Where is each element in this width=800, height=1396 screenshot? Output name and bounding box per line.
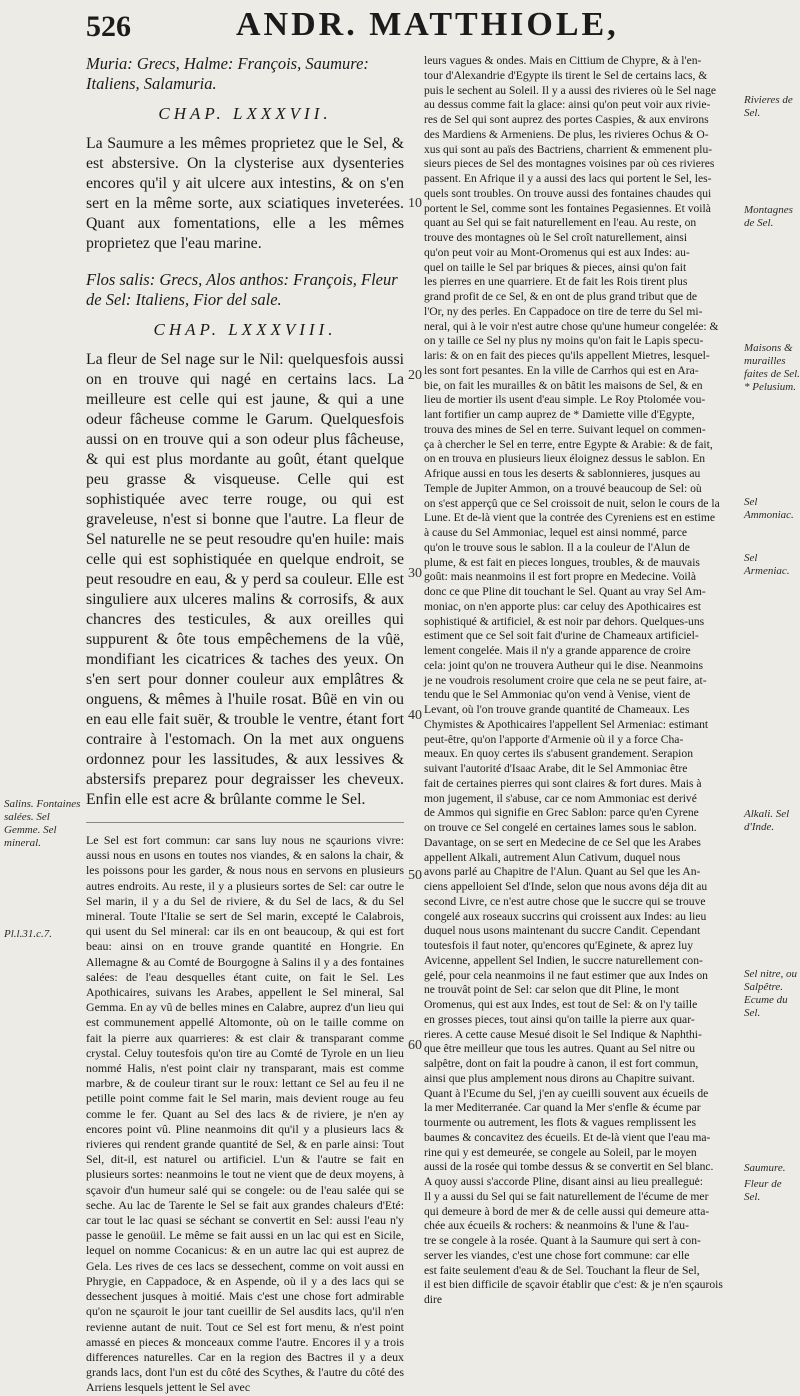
text-line: tendu que le Sel Ammoniac qu'on vend à Venise, vient de — [424, 688, 691, 702]
text-line: tour d'Alexandrie d'Egypte ils tirent le Sel de certains lacs, & — [424, 68, 708, 82]
page-number: 526 — [86, 10, 131, 43]
text-line: A quoy aussi s'accorde Pline, disant ainsi au lieu prealleguė: — [424, 1175, 703, 1188]
text-line: rieres. A cette cause Mesué disoit le Sel Indique & Naphthi- — [424, 1027, 702, 1041]
text-line: plume, & est fait en pieces longues, troubles, & de mauvais — [424, 555, 700, 569]
text-line: il est bien difficile de sçavoir établir que c'est: & je n'en sçaurois — [424, 1278, 723, 1292]
text-line: rine qui y est demeurée, se congele au Soleil, par le moyen — [424, 1145, 697, 1159]
text-line: Davantage, on se sert en Medecine de ce Sel que les Arabes — [424, 835, 701, 849]
margin-note-alkali: Alkali. Sel d'Inde. — [744, 808, 790, 833]
text-line: Levant, où l'on trouve grande quantité de Chameaux. Les — [424, 703, 690, 716]
text-line: ainsi que plus amplement nous dirons au Chapitre suivant. — [424, 1071, 695, 1085]
text-line: Chymistes & Apothicaires l'appellent Sel Armeniac: estimant — [424, 717, 709, 731]
text-line: appellent Alkali, autrement Alun Cativum, duquel nous — [424, 850, 681, 864]
text-line: passent. En Afrique il y a aussi des lacs qui portent le Sel, les- — [424, 172, 712, 185]
text-line: salpêtre, dont on fait la poudre à canon, il est fort commun, — [424, 1057, 699, 1070]
text-line: ciens appelloient Sel d'Inde, selon que nous avons déja dit au — [424, 880, 708, 893]
text-line: des Mardiens & Armeniens. De plus, les rivieres Ochus & O- — [424, 127, 709, 141]
text-line: fait de certaines pierres qui sont claires & fort dures. Mais à — [424, 776, 702, 790]
line-number-10: 10 — [408, 196, 422, 211]
text-line: cela: joint qu'on ne trouvera Autheur qui le dise. Neanmoins — [424, 658, 703, 672]
text-line: en grosses pieces, tout ainsi qu'on taille la pierre aux quar- — [424, 1012, 695, 1026]
text-line: suivant l'autorité d'Isaac Arabe, dit le Sel Ammoniac être — [424, 762, 688, 775]
text-line: meaux. En quoy certes ils s'abusent grandement. Serapion — [424, 747, 693, 761]
text-line: à cause du Sel Ammoniac, lequel est ainsi nommé, parce — [424, 526, 688, 539]
text-line: les pierres en une quarriere. Et de fait les Rois tirent plus — [424, 275, 688, 289]
left-column — [86, 54, 404, 1396]
text-line: leurs vagues & ondes. Mais en Cittium de Chypre, & à l'en- — [424, 54, 702, 67]
text-line: res de Sel qui sont auprez des portes Caspies, & aux environs — [424, 113, 709, 126]
text-line: Quant à l'Ecume du Sel, j'en ay cueilli souvent aux écueils de — [424, 1086, 709, 1100]
text-line: puis le sechent au Soleil. Il y a aussi des rivieres où le Sel nage — [424, 83, 717, 97]
text-line: chée aux écueils & rochers: & neanmoins & l'une & l'au- — [424, 1219, 689, 1233]
text-line: on trouve ce Sel congelé en certaines lames sous le sablon. — [424, 821, 697, 834]
text-line: de Ammos qui signifie en Grec Sablon: parce qu'en Cyrene — [424, 806, 699, 820]
text-line: donc ce que Pline dit touchant le Sel. Quant au vray Sel Am- — [424, 585, 706, 598]
text-line: ne trouvât point de Sel: car selon que dit Pline, le mont — [424, 983, 680, 997]
text-line: qui demeure à bord de mer & de celle aussi qui demeure atta- — [424, 1204, 710, 1218]
line-number-20: 20 — [408, 368, 422, 383]
text-line: au dessus comme fait la glace: ainsi qu'on peut voir aux rivie- — [424, 98, 711, 112]
margin-note-salins: Salins. Fontaines salées. Sel Gemme. Sel mineral. — [4, 798, 81, 849]
text-line: second Livre, ce n'est autre chose que le succre qui se trouve — [424, 894, 706, 908]
text-line: sophistiqué & artificiel, & est noir par dehors. Quelques-uns — [424, 614, 705, 628]
text-line: estiment que ce Sel soit fait d'urine de Chameaux artificiel- — [424, 629, 699, 643]
text-line: xus qui sont au païs des Bactriens, charrient & emmenent plu- — [424, 142, 713, 156]
commentary-text: Le Sel est fort commun: car sans luy nous ne sçaurions vivre: aussi nous en usons en toutes nos viandes, & en salons la chair, & les poissons pour les garder, & nous nous en servons en plusieurs autres endroits. Au reste, il y a plusieurs sortes de Sel: car outre le Sel marin, il y a du Sel de riviere, & du Sel de lacs, & du Sel mineral. Toute l'Italie se sert de Sel marin, excepté le Calabrois, qui usent du Sel mineral: car ils en ont beaucoup, & qui est fort beau: ainsi on en trouve grande quantité en Hongrie. En Allemagne & au Comté de Bourgogne à Salins il y a des fontaines salées: de l'eau desquelles étant cuite, on fait le Sel. Les Apothicaires, suivans les Arabes, appellent le Sel mineral, Sal Gemma. En ay vû de belles mines en Calabre, auprez d'un lieu qui est communement appellé Altomonte, où on le taille comme on fait la pierre aux quarrieres: & est clair & transparant comme crystal. Celuy toutesfois qu'on tire au Comté de Tyrole en un lieu nommé Halis, n'est point clair ny transparant, mais est comme marbre, & de couleur tirant sur le roux: lettant ce Sel au feu il ne petille point comme fait le Sel marin, mais devient rouge au feu comme le fer. Quant au Sel des lacs & de riviere, je n'en ay encores point vû. Pline neanmoins dit qu'il y a plusieurs lacs & rivieres qui rendent grande quantité de Sel, & en parle ainsi: Tout Sel, dit-il, est naturel ou artificiel. L'un & l'autre se fait en plusieurs sortes: neanmoins le tout ne vient que de deux moyens, à sçavoir d'un humeur salé qui se congele: ou de l'eau salée qui se seche. Au lac de Tarente le Sel se fait aux grandes chaleurs d'Eté: car tout le lac quasi se séchant se convertit en Sel: aussi l'eau n'y passe le genoüil. Le même se fait aussi en un lac qui est en Sicile, lequel on nomme Cocanicus: & en un autre lac qui est auprez de Gela. Les rives de ces lacs se dessechent, comme on voit aussi en Phrygie, en Cappadoce, & en Aspende, où il y a des lacs qui se dessechent jusques à moitié. Mais c'est une chose fort admirable qu'on ne sçauroit le jour tant cueillir de Sel ausdits lacs, qu'il n'en revienne autant de nuit. Tout ce Sel est fort menu, & n'est point amassé en pieces & monceaux comme l'autre. Encores il y a trois differences naturelles. Car en la region des Bactres il y a deux grands lacs, dont l'un est du côté des Scythes, & l'autre du côté des Arriens lesquels jettent le Sel avec — [86, 833, 404, 1395]
text-line: la mer Mediterranée. Car quand la Mer s'enfle & écume par — [424, 1101, 701, 1115]
chapter-88-text: La fleur de Sel nage sur le Nil: quelquesfois aussi on en trouve qui nagé en certains lacs. La meilleure est celle qui est jaune, & qui a une odeur fâcheuse comme le Garum. Quelquesfois aussi on en trouve qui a son odeur plus fâcheuse, & qui est plus mordante au goût, étant quelque peu grasse & visqueuse. Celle qui est sophistiquée avec terre rouge, ou qui est graveleuse, n'est si bonne que l'autre. La fleur de Sel naturelle ne se peut resoudre qu'en huile: mais celle qui est sophistiquée en quelque endroit, se peut resoudre en eau, & y perd sa couleur. Elle est singuliere aux ulceres malins & corrosifs, & aux chancres des testicules, & aux oreilles qui suppurent & ôte tous empêchemens de la vûë, mondifiant les cicatrices & taches des yeux. On s'en sert pour donner couleur aux emplâtres & onguens, & mêmes à l'huile rosat. Bûë en vin ou en eau elle fait suër, & trouble le ventre, étant fort contraire à l'estomach. On la met aux onguens ordonnez pour les lassitudes, & aux lessives & abstersifs preparez pour degraisser les cheveux. Enfin elle est acre & brûlante comme le Sel. — [86, 351, 404, 808]
text-line: lement congelée. Mais il n'y a grande apparence de croire — [424, 644, 691, 657]
text-line: congelé aux roseaux succrins qui croissent aux Indes: au lieu — [424, 909, 707, 923]
text-line: que être meilleur que tous les autres. Quant au Sel nitre ou — [424, 1042, 696, 1056]
text-line: toutesfois il faut noter, qu'encores qu'Eginete, & aprez luy — [424, 939, 693, 952]
text-line: les sont fort pesantes. En la ville de Carrhos qui est en Ara- — [424, 363, 699, 377]
text-line: ça à chercher le Sel en terre, entre Egypte & Arabie: & de fait, — [424, 437, 713, 451]
section-divider — [86, 822, 404, 823]
margin-note-fleur-de-sel: Fleur de Sel. — [744, 1178, 782, 1203]
text-line: on s'est apperçû que ce Sel croissoit de nuit, selon le cours de la — [424, 496, 720, 510]
text-line: bie, on fait les murailles & on bâtit les maisons de Sel, & en — [424, 378, 703, 392]
synonyms-saumure: Muria: Grecs, Halme: François, Saumure: Italiens, Salamuria. — [86, 54, 369, 93]
text-line: Avicenne, appellent Sel Indien, le succre naturellement con- — [424, 953, 703, 967]
text-line: mon jugement, il s'abuse, car ce nom Ammoniac est derivé — [424, 791, 697, 805]
text-line: sieurs pieces de Sel des montagnes voisines par où ces rivieres — [424, 157, 715, 171]
margin-note-pline-ref: Pl.l.31.c.7. — [4, 928, 52, 940]
text-line: trouva des mines de Sel en terre. Suivant lequel on commen- — [424, 422, 706, 436]
text-line: qu'on peut voir au Mont-Oromenus qui est aux Indes: au- — [424, 245, 690, 259]
text-line: quant au Sel qui se fait naturellement en l'eau. Au reste, on — [424, 216, 697, 230]
line-number-40: 40 — [408, 708, 422, 723]
text-line: quels sont troubles. On trouve aussi des fontaines chaudes qui — [424, 186, 712, 200]
margin-note-armeniac: Sel Armeniac. — [744, 552, 790, 577]
text-line: baumes & concavitez des écueils. Et de-là vient que l'eau ma- — [424, 1130, 711, 1144]
text-line: Afrique aussi en tous les deserts & sablonnieres, jusques au — [424, 467, 701, 480]
text-line: Temple de Jupiter Ammon, on a trouvé beaucoup de Sel: où — [424, 481, 702, 495]
text-line: portent le Sel, comme sont les fontaines Pegasiennes. Et voilà — [424, 201, 711, 215]
synonyms-fleur-de-sel: Flos salis: Grecs, Alos anthos: François, Fleur de Sel: Italiens, Fior del sale. — [86, 270, 398, 309]
line-number-30: 30 — [408, 566, 422, 581]
text-line: aussi de la rosée qui tombe dessus & se convertit en Sel blanc. — [424, 1160, 714, 1174]
text-line: Il y a aussi du Sel qui se fait naturellement de l'écume de mer — [424, 1189, 709, 1203]
text-line: l'Or, ny des perles. En Cappadoce on tire de terre du Sel mi- — [424, 304, 703, 318]
text-line: neral, qui à le voir n'est autre chose qu'une humeur congelée: & — [424, 319, 719, 333]
text-line: duquel nous usons maintenant du succre Candit. Cependant — [424, 924, 701, 938]
text-line: trouve des montagnes où le Sel croît naturellement, ainsi — [424, 231, 688, 244]
line-number-60: 60 — [408, 1038, 422, 1053]
margin-note-saumure: Saumure. — [744, 1162, 786, 1174]
text-line: grand profit de ce Sel, & en ont de plus grand tribut que de — [424, 290, 698, 303]
text-line: moniac, on n'en apporte plus: car celuy des Apothicaires est — [424, 599, 702, 613]
margin-note-ammoniac: Sel Ammoniac. — [744, 496, 794, 521]
page-header — [86, 4, 786, 50]
text-line: on en trouva en plusieurs lieux éloignez dessus le sablon. En — [424, 452, 706, 466]
margin-note-salpetre: Sel nitre, ou Salpêtre. Ecume du Sel. — [744, 968, 798, 1019]
text-line: goût: mais neanmoins il est fort propre en Medecine. Voilà — [424, 570, 696, 584]
text-line: dire — [424, 1293, 443, 1306]
line-number-50: 50 — [408, 868, 422, 883]
text-line: server les viandes, c'est une chose fort commune: car elle — [424, 1248, 690, 1262]
text-line: gelé, pour cela neanmoins il ne faut estimer que aux Indes on — [424, 968, 708, 982]
text-line: qu'on le trouve sous le sablon. Il a la couleur de l'Alun de — [424, 540, 690, 554]
text-line: quel on taille le Sel par briques & pieces, ainsi qu'on fait — [424, 260, 687, 274]
chapter-87-text: La Saumure a les mêmes proprietez que le Sel, & est abstersive. On la clysterise aux dysenteries encores qu'il y ait ulcere aux intestins, & on s'en sert en la même sorte, aux sciatiques inveterées. Quant aux fomentations, elle a les mêmes proprietez que l'eau marine. — [86, 135, 404, 252]
text-line: tourmente ou autrement, les flots & vagues remplissent les — [424, 1116, 697, 1129]
text-line: Oromenus, qui est aux Indes, est tout de Sel: & on l'y taille — [424, 998, 698, 1011]
text-line: lant fortifier un camp auprez de * Damiette ville d'Egypte, — [424, 408, 695, 421]
text-line: avons parlé au Chapitre de l'Alun. Quant au Sel que les An- — [424, 865, 701, 879]
text-line: est faite seulement d'eau & de Sel. Touchant la fleur de Sel, — [424, 1263, 700, 1277]
text-line: on y taille ce Sel ny plus ny moins qu'on fait le Lapis specu- — [424, 334, 704, 348]
running-title: ANDR. MATTHIOLE, — [236, 6, 619, 43]
text-line: peut-être, qu'on l'apporte d'Armenie où il y a force Cha- — [424, 732, 684, 746]
chapter-87-heading: CHAP. LXXXVII. — [158, 104, 332, 123]
right-column — [424, 54, 740, 1308]
chapter-88-heading: CHAP. LXXXVIII. — [153, 320, 337, 339]
margin-note-maisons: Maisons & murailles faites de Sel. * Pelusium. — [744, 342, 800, 393]
text-line: lieu de mortier ils usent d'eau simple. Le Roy Ptolomée vou- — [424, 393, 706, 407]
margin-note-montagnes: Montagnes de Sel. — [744, 204, 793, 229]
text-line: je ne voudrois resolument croire que cela ne se peut faire, at- — [424, 673, 707, 687]
text-line: tre se congele à la rosée. Quant à la Saumure qui sert à con- — [424, 1234, 701, 1247]
text-line: laris: & on en fait des pieces qu'ils appellent Mietres, lesquel- — [424, 349, 710, 362]
text-line: Lune. Et de-là vient que la contrée des Cyreniens est en estime — [424, 511, 716, 525]
margin-note-rivieres: Rivieres de Sel. — [744, 94, 793, 119]
